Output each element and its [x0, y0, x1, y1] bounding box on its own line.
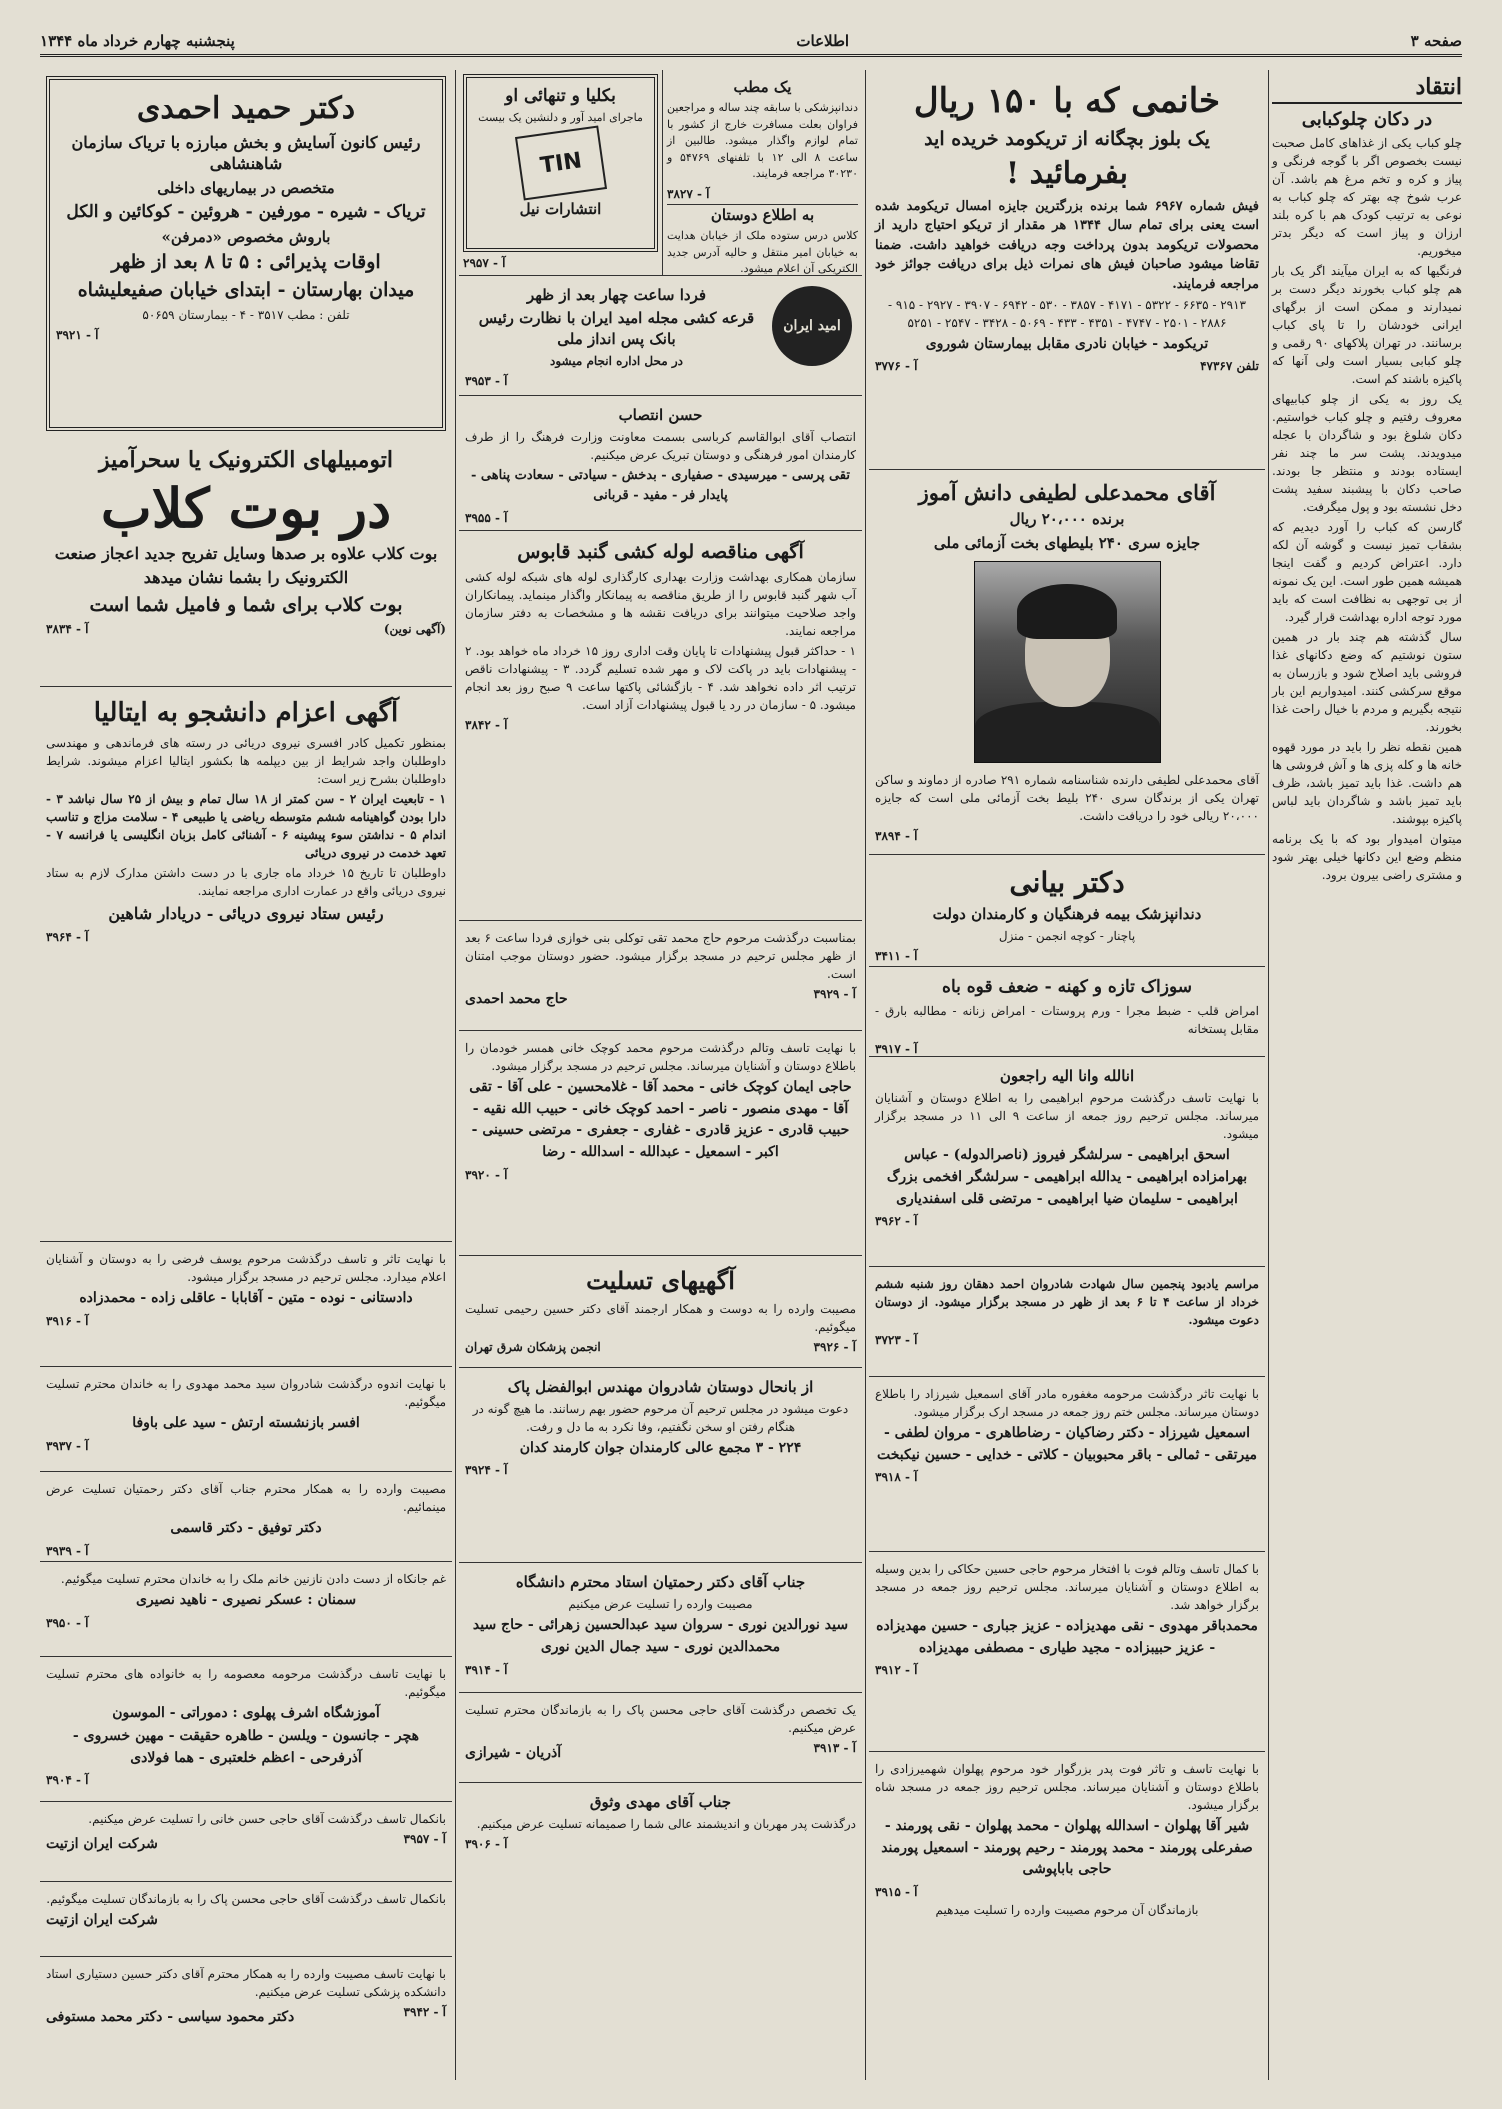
ads-column-4 — [40, 70, 452, 2047]
ad-address: تریکومد - خیابان نادری مقابل بیمارستان شوروی — [925, 336, 1209, 353]
condolence-ad — [40, 1657, 452, 1802]
ad-code: آ - ۳۹۱۶ — [46, 1313, 89, 1328]
condolence-ad — [40, 1367, 452, 1472]
ad-subheadline: رئیس کانون آسایش و بخش مبارزه با تریاک سازمان شاهنشاهی — [71, 132, 421, 174]
ad-code: آ - ۳۹۲۱ — [56, 327, 99, 342]
ad-code: آ - ۳۹۵۰ — [46, 1615, 89, 1630]
ad-headline: انالله وانا الیه راجعون — [999, 1067, 1135, 1085]
ad-headline: حسن انتصاب — [618, 406, 703, 424]
signatories: سمنان : عسکر نصیری - ناهید نصیری — [135, 1592, 357, 1608]
signatories: اسمعیل شیرزاد - دکتر رضاکیان - رضاطاهری - مروان لطفی - میرتقی - ثمالی - باقر محبوبیان - کلاتی - خدایی - حسین نیکبخت — [877, 1425, 1257, 1463]
ad-organization: آموزشگاه اشرف پهلوی : دموراتی - الموسون — [112, 1705, 380, 1721]
article-paragraph: یک روز به یکی از چلو کبابیهای معروف رفتیم و چلو کباب خواستیم. دکان شلوغ بود و شاگردان با عجله میدویدند. پشت سر ما چند نفر ایستاده بودند و منتظر جا بودند. صاحب دکان با پیشبند سفید پشت دخل نشسته بود و پول میگرفت. — [1272, 391, 1462, 514]
ad-code: آ - ۳۹۱۳ — [813, 1741, 856, 1755]
obituary-ad — [869, 1057, 1265, 1267]
article-paragraph: همین نقطه نظر را باید در مورد قهوه خانه ها و کله پزی ها و آش فروشی ها هم داشت. غذا باید تمیز باشد، ظرف باید تمیز باشد و شاگردان باید لباس پاکیزه بپوشند. — [1272, 739, 1462, 826]
ad-big-title: در بوت کلاب — [100, 475, 392, 540]
ad-address: میدان بهارستان - ابتدای خیابان صفیعلیشاه — [77, 278, 415, 301]
ad-headline: آگهی اعزام دانشجو به ایتالیا — [93, 698, 399, 728]
clinic-ad — [869, 967, 1265, 1057]
ad-code: آ - ۳۹۶۲ — [875, 1214, 918, 1229]
ads-column-2 — [869, 70, 1265, 1982]
ad-callout: بوت کلاب برای شما و فامیل شما است — [89, 593, 403, 616]
ad-body: غم جانکاه از دست دادن نازنین خانم ملک را به خاندان محترم تسلیت میگوئیم. — [60, 1572, 446, 1586]
ad-body: بمناسبت درگذشت مرحوم حاج محمد تقی توکلی بنی خوازی فردا ساعت ۶ بعد از ظهر مجلس ترحیم در مسجد برگزار میشود. حضور دوستان موجب امتنان است. — [465, 931, 856, 981]
article-headline: در دکان چلوکبابی — [1301, 108, 1433, 130]
ad-headline: جناب آقای مهدی وثوق — [589, 1793, 732, 1811]
ad-subheadline: برنده ۲۰،۰۰۰ ریال — [1009, 510, 1125, 529]
ad-body: مصیبت وارده را به همکار محترم جناب آقای دکتر رحمتیان تسلیت عرض مینمائیم. — [46, 1482, 446, 1514]
ad-body: مصیبت وارده را به دوست و همکار ارجمند آقای دکتر حسین رحیمی تسلیت میگوئیم. — [465, 1302, 856, 1334]
publisher-name: انتشارات نیل — [519, 199, 602, 218]
ad-signature: انجمن پزشکان شرق تهران — [465, 1340, 601, 1354]
ad-body: مراسم یادبود پنجمین سال شهادت شادروان احمد دهقان روز شنبه ششم خرداد از ساعت ۴ تا ۶ بعد از ظهر در مسجد برگزار میشود. از دوستان دعوت میشود. — [875, 1277, 1259, 1327]
issue-date: پنجشنبه چهارم خرداد ماه ۱۳۴۴ — [40, 32, 235, 50]
condolence-ad — [459, 1368, 862, 1563]
condolence-ad — [459, 1783, 862, 1883]
ad-body: مصیبت وارده را تسلیت عرض میکنیم — [568, 1597, 753, 1612]
ad-headline: دکتر حمید احمدی — [136, 91, 356, 126]
ad-headline: خانمی که با ۱۵۰ ریال — [913, 81, 1221, 121]
ad-body: با نهایت تاسف وتالم درگذشت مرحوم محمد کوچک خانی همسر خودمان را باطلاع دوستان و آشنایان میرساند. مجلس ترحیم در مسجد برگزار میشود. — [465, 1041, 856, 1073]
ad-headline: یک مطب — [733, 78, 792, 96]
signatories: شیر آقا پهلوان - اسدالله پهلوان - محمد پهلوان - نقی پورمند - صفرعلی پورمند - محمد پورمند - رحیم پورمند - اسمعیل پورمند حاجی باباپوشی — [881, 1818, 1253, 1878]
ads-column-3 — [459, 70, 862, 1883]
ad-body: با کمال تاسف وتالم فوت با افتخار مرحوم حاجی حسین حکاکی را بدین وسیله به اطلاع دوستان و آشنایان میرساند. مجلس ترحیم روز جمعه در مسجد برگزار خواهد شد. — [875, 1562, 1259, 1612]
signatories: دکتر توفیق - دکتر قاسمی — [170, 1520, 322, 1536]
ad-body: بمنظور تکمیل کادر افسری نیروی دریائی در رسته های فرماندهی و مهندسی داوطلبان واجد شرایط از بین دیپلمه ها بکشور ایتالیا اعزام میشوند. شرایط داوطلبان بشرح زیر است: — [46, 735, 446, 786]
condolence-ad — [40, 1472, 452, 1562]
article-paragraph: گارسن که کباب را آورد دیدیم که بشقاب تمیز نیست و گوشه آن لکه دارد. اعتراض کردیم و گفت اینجا همیشه همین طور است. این یک نمونه از بی توجهی به نظافت است که باید مورد توجه اداره بهداشت قرار گیرد. — [1272, 519, 1462, 624]
ad-code: آ - ۳۸۴۲ — [465, 717, 508, 732]
ad-body: با نهایت تاثر و تاسف درگذشت مرحوم یوسف فرضی را به دوستان و آشنایان اعلام میدارد. مجلس ترحیم در مسجد برگزار میشود. — [46, 1252, 447, 1284]
top-ads-row — [459, 70, 862, 276]
ad-body: در محل اداره انجام میشود — [549, 353, 683, 368]
condolence-ad — [40, 1802, 452, 1882]
ad-body: داوطلبان تا تاریخ ۱۵ خرداد ماه جاری با در دست داشتن مدارک لازم به ستاد نیروی دریائی واقع در عمارت اداری مراجعه نمایند. — [46, 865, 447, 898]
ad-body: فیش شماره ۶۹۶۷ شما برنده بزرگترین جایزه امسال تریکومد شده است یعنی برای تمام سال ۱۳۴۴ هر مقدار از تریکو احتیاج دارید از محصولات تریکومد بدون پرداخت وجه دریافت خواهید داشت. ضمنا تقاضا میشود صاحبان فیش های نمرات ذیل برای دریافت جوائز خود مراجعه فرمایند. — [875, 198, 1259, 292]
condolence-ad — [40, 1242, 452, 1367]
lottery-winner-ad — [869, 470, 1265, 855]
condolence-ad — [869, 1752, 1265, 1982]
condolence-section — [459, 1256, 862, 1368]
ad-code: آ - ۲۹۵۷ — [463, 256, 506, 270]
ad-headline: سوزاک تازه و کهنه - ضعف قوه باه — [942, 977, 1192, 997]
ad-subheadline: قرعه کشی مجله امید ایران با نظارت رئیس بانک پس انداز ملی — [478, 309, 755, 348]
ad-headline: اتومبیلهای الکترونیک یا سحرآمیز — [98, 447, 394, 473]
ad-code: آ - ۳۹۴۲ — [403, 2005, 446, 2019]
requirements-list: ۱ - تابعیت ایران ۲ - سن کمتر از ۱۸ سال تمام و بیش از ۲۵ سال نباشد ۳ - دارا بودن گواهینامه ششم متوسطه ریاضی یا طبیعی ۴ - سلامت مزاج و تناسب اندام ۵ - نداشتن سوء پیشینه ۶ - آشنائی کامل بزبان انگلیسی یا فرانسه ۷ - تعهد خدمت در نیروی دریائی — [46, 791, 446, 860]
ad-code: آ - ۳۹۵۷ — [403, 1832, 446, 1846]
condolence-ad — [459, 1563, 862, 1693]
signatories: محمدباقر مهدوی - نقی مهدیزاده - عزیز جباری - حسین مهدیزاده - عزیز حبیبزاده - مجید طیاری - مصطفی مهدیزاده — [876, 1618, 1258, 1656]
ad-signature: حاج محمد احمدی — [465, 991, 568, 1007]
ad-headline: جناب آقای دکتر رحمتیان استاد محترم دانشگاه — [515, 1573, 806, 1591]
ad-code: آ - ۳۸۲۷ — [667, 186, 710, 201]
ad-phone: تلفن ۴۷۳۶۷ — [1200, 359, 1259, 374]
signatories: اسحق ابراهیمی - سرلشگر فیروز (ناصرالدوله) - عباس بهرامزاده ابراهیمی - یدالله ابراهیمی - سرلشگر افخمی بزرگ ابراهیمی - سلیمان ضیا ابراهیمی - مرتضی قلی اسفندیاری — [886, 1147, 1248, 1207]
photo-caption: آقای محمدعلی لطیفی دارنده شناسنامه شماره ۲۹۱ صادره از دماوند و ساکن تهران یکی از برندگان سری ۲۴۰ بلیط بخت آزمائی ملی است که جایزه ۲۰،۰۰۰ ریالی خود را دریافت داشت. — [875, 772, 1259, 823]
article-paragraph: میتوان امیدوار بود که با یک برنامه منظم وضع این دکانها خیلی بهتر شود و مشتری راضی بیرون برود. — [1272, 831, 1462, 882]
ad-body: بوت کلاب علاوه بر صدها وسایل تفریح جدید اعجاز صنعت الکترونیک را بشما نشان میدهد — [54, 543, 438, 587]
ad-code: آ - ۳۹۱۸ — [875, 1470, 918, 1485]
ad-phone: تلفن : مطب ۳۵۱۷ - ۴ - بیمارستان ۵۰۶۵۹ — [142, 307, 350, 322]
ad-headline: آقای محمدعلی لطیفی دانش آموز — [918, 480, 1216, 505]
ad-body: با نهایت تاسف درگذشت مرحوم ابراهیمی را به اطلاع دوستان و آشنایان میرساند. مجلس ترحیم روز جمعه از ساعت ۹ الی ۱۱ در مسجد برگزار میشود. — [875, 1091, 1260, 1142]
condolence-ad — [40, 1562, 452, 1657]
office-hours: اوقات پذیرائی : ۵ تا ۸ بعد از ظهر — [111, 251, 381, 274]
article-paragraph: سال گذشته هم چند بار در همین ستون نوشتیم که وضع دکانهای غذا فروشی باید اصلاح شود و بازرسان به موقع سرکشی کنند. امیدواریم این بار نتیجه بگیریم و مردم با خیال راحت غذا بخورند. — [1272, 629, 1462, 734]
ad-body: ۱ - حداکثر قبول پیشنهادات تا پایان وقت اداری روز ۱۵ خرداد ماه خواهد بود. ۲ - پیشنهادات باید در پاکت لاک و مهر شده تسلیم گردد. ۳ - پیشنهادات ناقص ترتیب اثر داده نخواهد شد. ۴ - بازگشائی پاکتها ساعت ۹ صبح روز بعد انجام میشود. ۵ - سازمان در رد یا قبول پیشنهادات آزاد است. — [465, 643, 856, 712]
clinic-for-sale-ad — [662, 70, 862, 275]
ad-body: یک تخصص درگذشت آقای حاجی محسن پاک را به بازماندگان محترم تسلیت عرض میکنیم. — [465, 1703, 856, 1735]
ad-footer: بازماندگان آن مرحوم مصیبت وارده را تسلیت میدهیم — [935, 1903, 1199, 1918]
ad-code: آ - ۳۹۳۷ — [46, 1438, 89, 1453]
ad-headline: فردا ساعت چهار بعد از ظهر — [526, 286, 707, 304]
signatories: آذریان - شیرازی — [465, 1745, 562, 1761]
ad-body: بانکمال تاسف درگذشت آقای حاجی محسن پاک را به بازماندگان تسلیت میگوئیم. — [46, 1892, 446, 1906]
ad-code: آ - ۳۹۵۵ — [465, 510, 508, 525]
ad-code: آ - ۳۸۳۴ — [46, 621, 89, 636]
ticket-numbers: ۲۹۱۳ - ۶۶۳۵ - ۵۳۲۲ - ۴۱۷۱ - ۳۸۵۷ - ۵۳۰ - ۶۹۴۲ - ۳۹۰۷ - ۲۹۲۷ - ۹۱۵ - ۲۸۸۶ - ۲۵۰۱ - ۴۷۴۷ - ۴۳۵۱ - ۴۳۳ - ۵۰۶۹ - ۳۴۲۸ - ۲۵۴۷ - ۵۲۵۱ — [888, 298, 1246, 331]
column-divider — [455, 70, 456, 2080]
ad-code: آ - ۳۹۵۳ — [465, 373, 508, 388]
ad-signature: شرکت ایران ازتیت — [46, 1836, 158, 1852]
column-divider — [1268, 70, 1269, 2080]
ad-subheadline: جایزه سری ۲۴۰ بلیطهای بخت آزمائی ملی — [933, 533, 1201, 552]
ad-body: انتصاب آقای ابوالقاسم کرباسی بسمت معاونت وزارت فرهنگ را از طرف کارمندان امور فرهنگی و دوستان تبریک عرض میکنیم. — [465, 430, 856, 463]
lottery-draw-ad — [459, 276, 862, 396]
ad-code: آ - ۳۹۲۶ — [813, 1340, 856, 1354]
ad-subheadline: دندانپزشک بیمه فرهنگیان و کارمندان دولت — [932, 905, 1202, 923]
ad-signature: شرکت ایران ازتیت — [46, 1912, 158, 1928]
page-number: صفحه ۳ — [1410, 32, 1462, 50]
ad-body: با نهایت اندوه درگذشت شادروان سید محمد مهدوی را به خاندان محترم تسلیت میگوئیم. — [46, 1377, 446, 1409]
ad-headline: آگهی مناقصه لوله کشی گنبد قابوس — [517, 541, 804, 563]
column-title: انتقاد — [1272, 74, 1462, 104]
book-ad — [459, 70, 662, 275]
ad-body: دندانپزشکی با سابقه چند ساله و مراجعین فراوان بعلت مسافرت خارج از کشور با تمام لوازم واگذار میشود. طالبین از ساعت ۸ الی ۱۲ با تلفنهای ۵۴۷۶۹ و ۳۰۲۳۰ مراجعه فرمایند. — [667, 101, 859, 181]
ad-body: با نهایت تاثر درگذشت مرحومه مغفوره مادر آقای اسمعیل شیرزاد را باطلاع دوستان میرساند. مجلس ختم روز جمعه در مسجد ارک برگزار میشود. — [875, 1387, 1260, 1419]
ad-code: آ - ۳۹۰۴ — [46, 1773, 89, 1788]
ad-code: آ - ۳۹۱۵ — [875, 1885, 918, 1900]
condolence-ad — [40, 1882, 452, 1957]
ad-body: امراض قلب - ضبط مجرا - ورم پروستات - امراض زنانه - مطالبه بارق - مقابل پستخانه — [875, 1003, 1259, 1036]
doctor-ahmadi-ad — [46, 76, 446, 431]
column-divider — [865, 70, 866, 2080]
ad-callout: بفرمائید ! — [1005, 156, 1129, 192]
ad-headline: به اطلاع دوستان — [667, 204, 858, 225]
ad-body: با نهایت تاسف مصیبت وارده را به همکار محترم آقای دکتر حسین دستیاری استاد دانشکده پزشکی تسلیت عرض میکنیم. — [46, 1967, 446, 1999]
ad-code: آ - ۳۹۶۴ — [46, 929, 89, 944]
memorial-ad — [869, 1267, 1265, 1377]
ad-code: آ - ۳۷۷۶ — [875, 359, 918, 374]
ad-headline: بکلیا و تنهائی او — [505, 86, 616, 106]
ad-signature: رئیس ستاد نیروی دریائی - دریادار شاهین — [108, 903, 384, 923]
condolence-ad — [459, 1693, 862, 1783]
ad-body: با نهایت تاسف و تاثر فوت پدر بزرگوار خود مرحوم پهلوان شهمیرزادی را باطلاع دوستان و آشنایان میرساند. مجلس ترحیم روز جمعه در مسجد شاه برگزار میشود. — [875, 1762, 1259, 1812]
ad-code: آ - ۳۷۲۳ — [875, 1333, 918, 1347]
ad-headline: دکتر بیانی — [1009, 866, 1125, 899]
ad-headline: از بانحال دوستان شادروان مهندس ابوالفضل پاک — [507, 1378, 814, 1396]
ad-body: باروش مخصوص «دمرفن» — [161, 227, 331, 246]
signatories: افسر بازنشسته ارتش - سید علی باوفا — [132, 1415, 360, 1431]
condolence-ad — [40, 1957, 452, 2047]
ad-body: کلاس درس ستوده ملک از خیابان هدایت به خیابان امیر منتقل و حالیه آدرس جدید الکتریکی آن اعلام میشود. — [667, 229, 858, 275]
boot-club-ad — [40, 437, 452, 687]
ad-code: آ - ۳۹۰۶ — [465, 1837, 508, 1852]
ad-body: سازمان همکاری بهداشت وزارت بهداری کارگذاری لوله های شبکه لوله کشی آب شهر گنبد قابوس را از طریق مناقصه به پیمانکار واگذار مینماید. پیمانکاران واجد صلاحیت میتوانند برای دریافت نقشه ها و مشخصات به دفتر سازمان مراجعه نمایند. — [465, 569, 856, 638]
ad-code: آ - ۳۹۱۲ — [875, 1663, 918, 1678]
ad-body: دعوت میشود در مجلس ترحیم آن مرحوم حضور بهم رسانند. ما هیچ گونه در هنگام رفتن او سخن نگفتیم، وفا نکرد به ما دل و رفت. — [472, 1402, 849, 1435]
condolence-ad — [869, 1552, 1265, 1752]
signatories: حاجی ایمان کوچک خانی - محمد آقا - غلامحسین - علی آقا - تقی آقا - مهدی منصور - ناصر - احمد کوچک خانی - حبیب الله نقیه - حبیب قادری - عزیز قادری - غفاری - جعفری - مرتضی حسینی - اکبر - اسمعیل - عبدالله - اسدالله - رضا — [469, 1079, 852, 1161]
article-paragraph: چلو کباب یکی از غذاهای کامل صحبت نیست بخصوص اگر با گوجه فرنگی و پیاز و کره و تخم مرغ هم باشد. آن عرب شوخ چه بهتر که چلو کباب به نوعی به ترتیب کودک هم با کره بلند ارزان و پیاز است که دیگر بدتر میخوریم. — [1272, 135, 1462, 258]
student-dispatch-notice — [40, 687, 452, 1242]
tender-notice — [459, 531, 862, 921]
ad-address: پاچنار - کوچه انجمن - منزل — [998, 929, 1136, 944]
ad-code: آ - ۳۸۹۴ — [875, 828, 918, 843]
publisher-logo: TIN — [514, 125, 606, 200]
ad-code: آ - ۳۹۲۴ — [465, 1463, 508, 1478]
ad-subheadline: ماجرای امید آور و دلنشین یک بیست — [478, 111, 643, 125]
obituary-ad — [459, 1031, 862, 1256]
signatories: دادستانی - نوده - متین - آقابابا - عاقلی زاده - محمدزاده — [79, 1290, 413, 1306]
ad-agency: (آگهی نوین) — [383, 621, 446, 636]
signatories: هچر - جانسون - ویلسن - طاهره حقیقت - مهین خسروی - آذرفرحی - اعظم خلعتبری - هما فولادی — [72, 1728, 420, 1766]
page-header — [40, 28, 1462, 57]
condolence-ad — [869, 1377, 1265, 1552]
appointment-congrats-ad — [459, 396, 862, 531]
magazine-emblem: امید ایران — [772, 286, 852, 366]
newspaper-name: اطلاعات — [796, 32, 850, 50]
ad-code: آ - ۳۹۲۰ — [465, 1167, 508, 1182]
signatories: تقی پرسی - میرسیدی - صفیاری - بدخش - سیادتی - سعادت پناهی - پایدار فر - مفید - قربانی — [471, 468, 850, 504]
ad-body: با نهایت تاسف درگذشت مرحومه معصومه را به خانواده های محترم تسلیت میگوئیم. — [46, 1667, 446, 1699]
ad-code: آ - ۳۹۳۹ — [46, 1543, 89, 1558]
memorial-ad — [459, 921, 862, 1031]
portrait-photo — [974, 561, 1161, 763]
dentist-ad — [869, 855, 1265, 967]
signatories: سید نورالدین نوری - سروان سید عبدالحسین زهرائی - حاج سید محمدالدین نوری - سید جمال الدین نوری — [472, 1617, 849, 1655]
ad-body: تریاک - شیره - مورفین - هروئین - کوکائین و الکل — [66, 201, 426, 222]
ad-code: آ - ۳۹۱۴ — [465, 1662, 508, 1677]
ad-signature: ۲۲۴ - ۳ مجمع عالی کارمندان جوان کارمند کدان — [519, 1440, 802, 1457]
ad-body: درگذشت پدر مهربان و اندیشمند عالی شما را صمیمانه تسلیت عرض میکنیم. — [476, 1817, 856, 1832]
article-paragraph: فرنگیها که به ایران میآیند اگر یک بار هم چلو کباب بخورند دیگر دست بر نمیدارند و ممکن است از برگهای ایرانی خودشان را تا پای کباب برسانند. در تهران پلاکهای ۹۰ رقمی و چلو کبابی بسیار است ولی آنها که پاکیزه باشند کم است. — [1272, 263, 1462, 386]
ad-code: آ - ۳۹۲۹ — [813, 987, 856, 1001]
tricomed-ad — [869, 70, 1265, 470]
editorial-column — [1272, 70, 1462, 886]
ad-subheadline: متخصص در بیماریهای داخلی — [157, 178, 335, 197]
ad-body: بانکمال تاسف درگذشت آقای حاجی حسن خانی را تسلیت عرض میکنیم. — [88, 1812, 446, 1826]
section-title: آگهیهای تسلیت — [586, 1266, 735, 1295]
ad-code: آ - ۳۹۱۷ — [875, 1041, 918, 1056]
signatories: دکتر محمود سیاسی - دکتر محمد مستوفی — [46, 2009, 295, 2025]
ad-subheadline: یک بلوز بچگانه از تریکومد خریده اید — [924, 127, 1210, 150]
ad-code: آ - ۳۴۱۱ — [875, 949, 918, 964]
